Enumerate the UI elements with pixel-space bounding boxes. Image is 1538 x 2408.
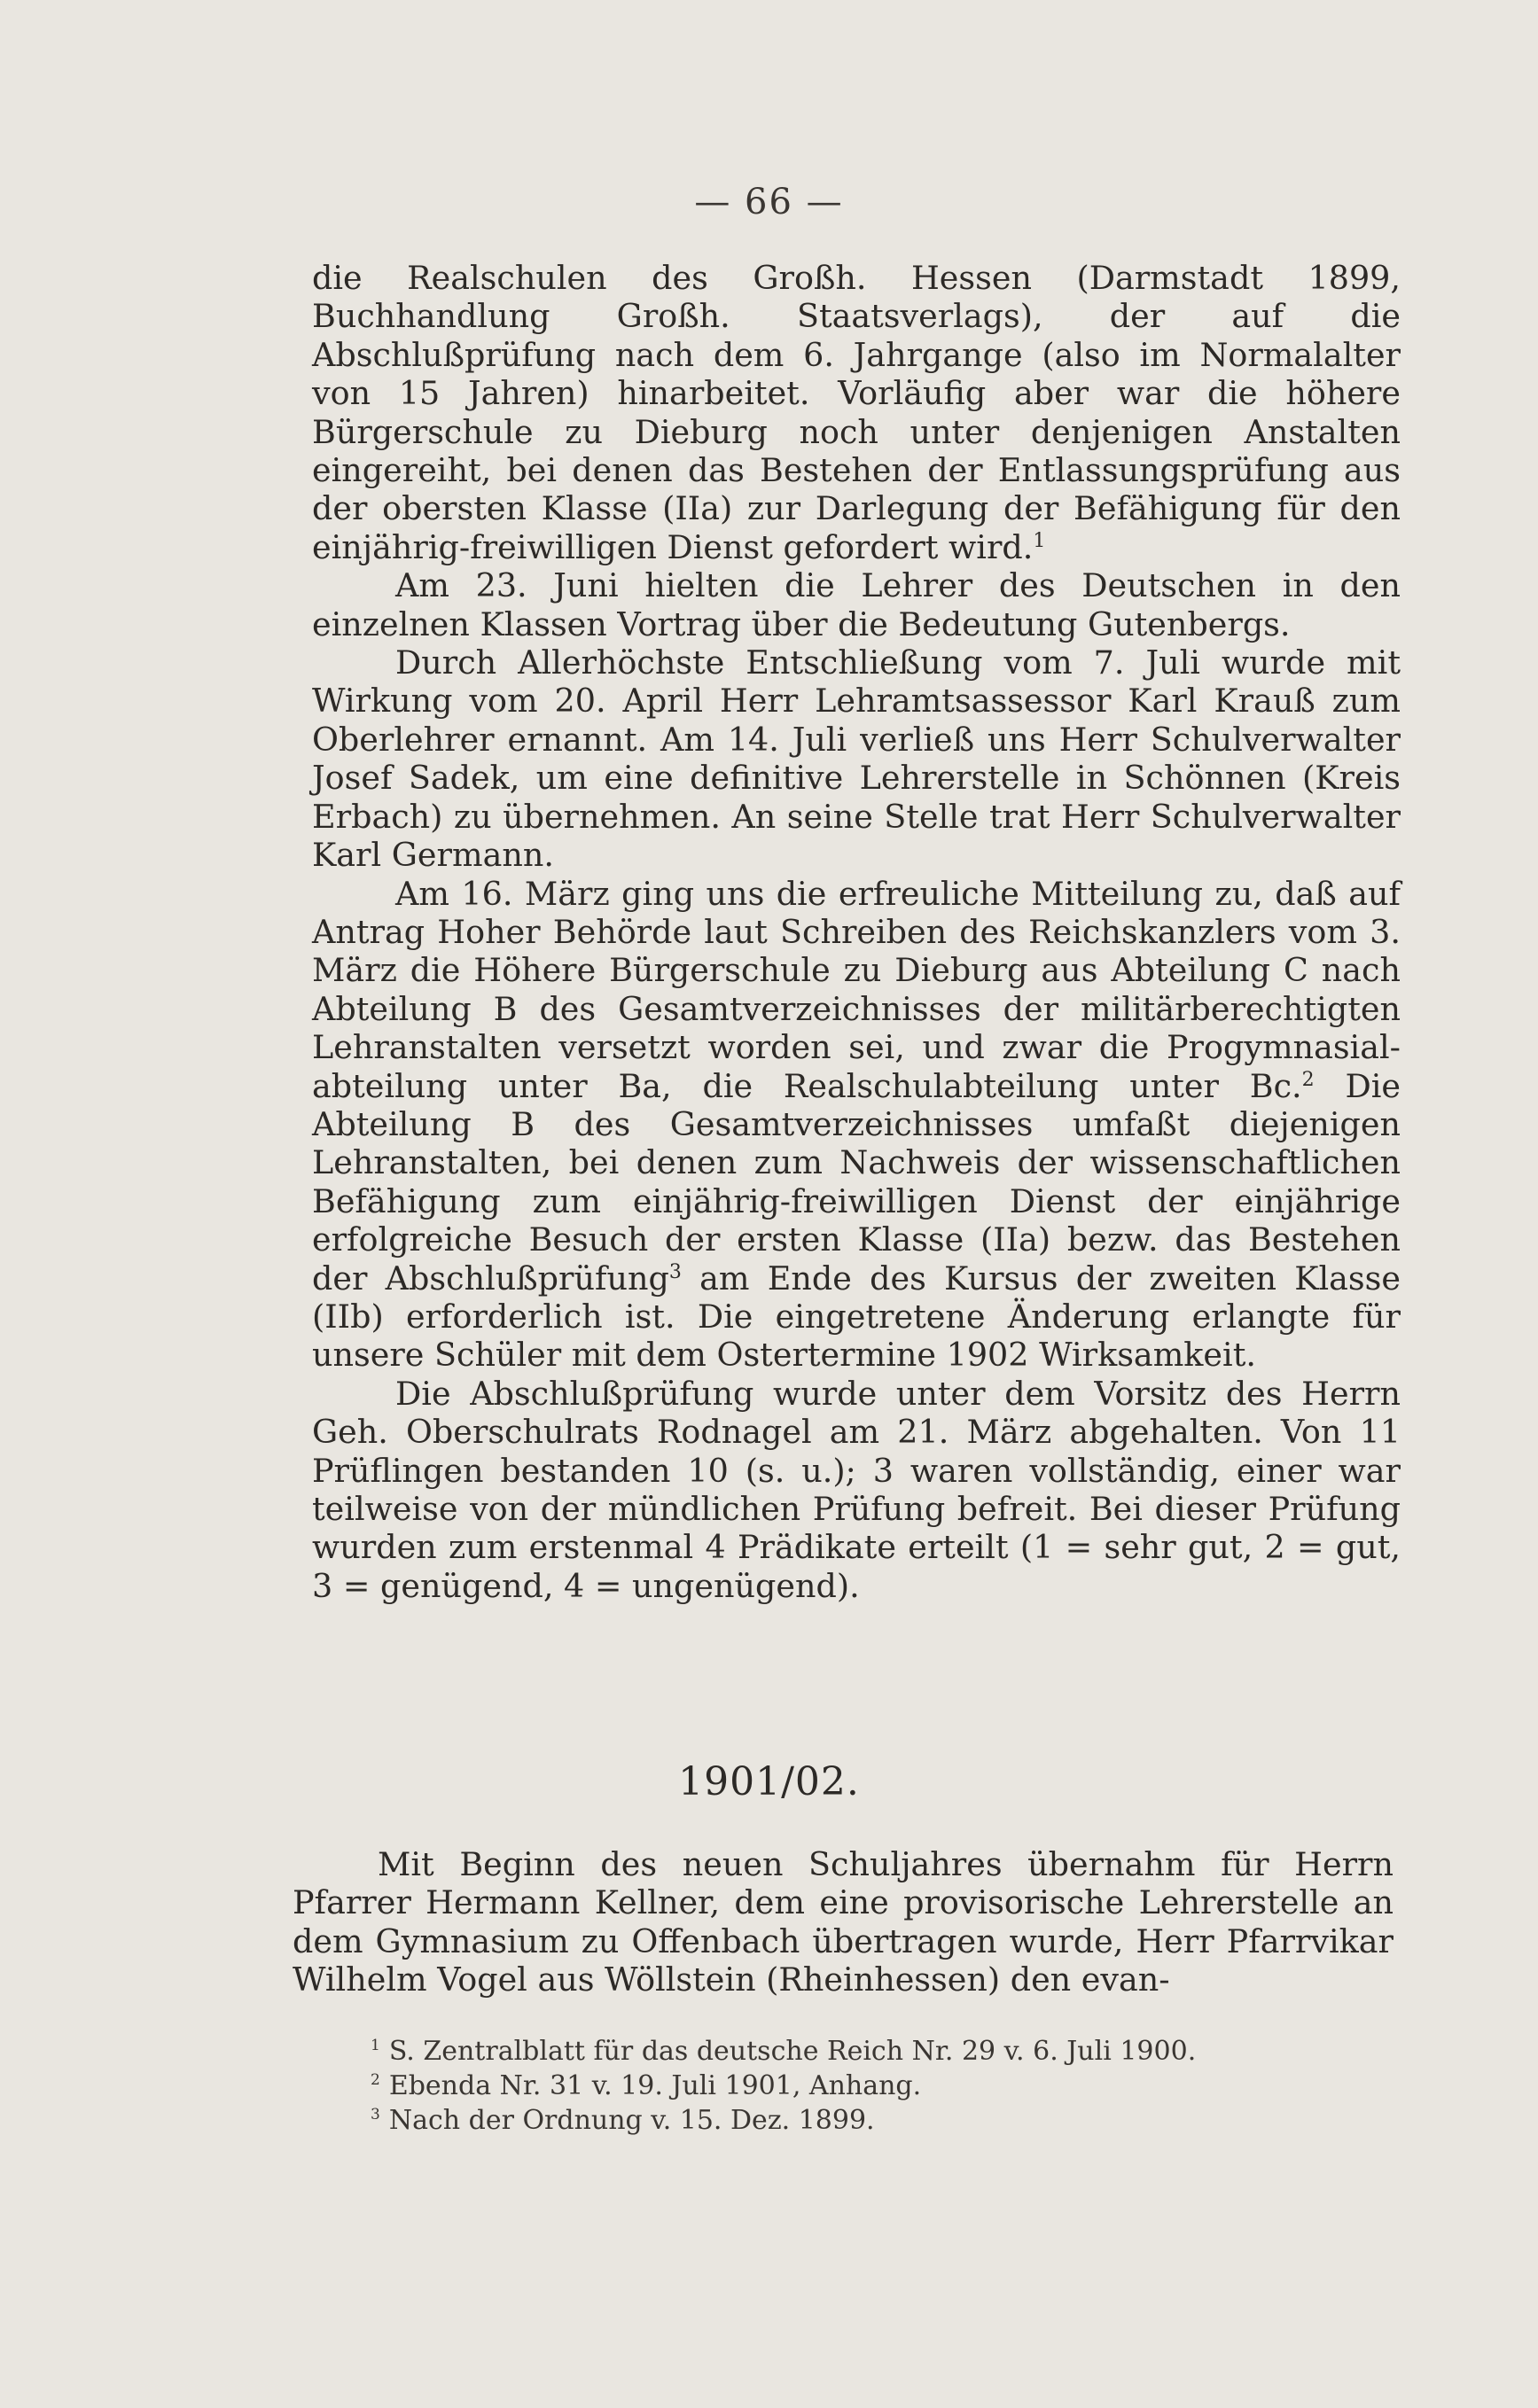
paragraph: Am 23. Juni hielten die Lehrer des Deutschen in den einzelnen Klassen Vortrag über die Bedeutung Gutenbergs.	[312, 566, 1401, 643]
footnote	[371, 2100, 1399, 2135]
paragraph: Die Abschlußprüfung wurde unter dem Vorsitz des Herrn Geh. Oberschulrats Rodnagel am 21. März abgehalten. Von 11 Prüflingen bestanden 10 (s. u.); 3 waren vollständig, einer war teilweise von der mündlichen Prüfung befreit. Bei dieser Prüfung wurden zum erstenmal 4 Prädikate erteilt (1 = sehr gut, 2 = gut, 3 = genügend, 4 = ungenügend).	[312, 1374, 1401, 1605]
paragraph: Mit Beginn des neuen Schuljahres übernahm für Herrn Pfarrer Hermann Kellner, dem eine provisorische Lehrerstelle an dem Gymnasium zu Offenbach übertragen wurde, Herr Pfarrvikar Wilhelm Vogel aus Wöllstein (Rheinhessen) den evan-	[293, 1845, 1394, 1999]
paragraph-text: Am 16. März ging uns die erfreuliche Mitteilung zu, daß auf Antrag Hoher Behörde laut Schreiben des Reichskanzlers vom 3. März die Höhere Bürgerschule zu Dieburg aus Abteilung C nach Abteilung B des Gesamtverzeichnisses der militärberechtigten Lehranstalten versetzt worden sei, und zwar die Progymnasial-abteilung unter Ba, die Realschulabteilung unter Bc.	[312, 874, 1401, 1105]
footnote-divider	[293, 2012, 1394, 2013]
main-text	[312, 259, 1401, 1605]
footnote	[371, 2066, 1399, 2100]
footnote-ref[interactable]: 3	[668, 1260, 682, 1283]
footnote-ref[interactable]: 1	[1033, 529, 1046, 552]
paragraph-text: die Realschulen des Großh. Hessen (Darmstadt 1899, Buchhandlung Großh. Staatsverlags), der auf die Abschlußprüfung nach dem 6. Jahrgange (also im Normalalter von 15 Jahren) hinarbeitet. Vorläufig aber war die höhere Bürgerschule zu Dieburg noch unter denjenigen Anstalten eingereiht, bei denen das Bestehen der Entlassungsprüfung aus der obersten Klasse (IIa) zur Darlegung der Befähigung für den einjährig-freiwilligen Dienst gefordert wird.	[312, 259, 1401, 566]
section-heading: 1901/02.	[678, 1759, 860, 1804]
paragraph-text: Die Abteilung B des Gesamtverzeichnisses umfaßt diejenigen Lehranstalten, bei denen zum Nachweis der wissenschaftlichen Befähigung zum einjährig-freiwilligen Dienst der einjährige erfolgreiche Besuch der ersten Klasse (IIa) bezw. das Bestehen der Abschlußprüfung	[312, 1066, 1401, 1298]
footnote-marker: 2	[371, 2071, 380, 2089]
footnote-marker: 1	[371, 2037, 380, 2054]
footnote-ref[interactable]: 2	[1301, 1068, 1315, 1091]
paragraph-text: am Ende des Kursus der zweiten Klasse (IIb) erforderlich ist. Die eingetretene Änderung erlangte für unsere Schüler mit dem Ostertermine 1902 Wirksamkeit.	[312, 1259, 1401, 1375]
footnote	[371, 2031, 1399, 2066]
footnote-text: S. Zentralblatt für das deutsche Reich Nr. 29 v. 6. Juli 1900.	[388, 2036, 1197, 2067]
footnote-marker: 3	[371, 2106, 380, 2124]
footnotes	[371, 2031, 1399, 2135]
page-number: — 66 —	[694, 182, 844, 222]
section-text	[293, 1845, 1394, 1999]
paragraph	[312, 875, 1401, 1375]
footnote-text: Ebenda Nr. 31 v. 19. Juli 1901, Anhang.	[388, 2070, 922, 2101]
paragraph-continuation	[312, 259, 1401, 566]
paragraph: Durch Allerhöchste Entschließung vom 7. Juli wurde mit Wirkung vom 20. April Herr Lehramtsassessor Karl Krauß zum Oberlehrer ernannt. Am 14. Juli verließ uns Herr Schulverwalter Josef Sadek, um eine definitive Lehrerstelle in Schönnen (Kreis Erbach) zu übernehmen. An seine Stelle trat Herr Schulverwalter Karl Germann.	[312, 643, 1401, 875]
footnote-text: Nach der Ordnung v. 15. Dez. 1899.	[388, 2105, 875, 2136]
